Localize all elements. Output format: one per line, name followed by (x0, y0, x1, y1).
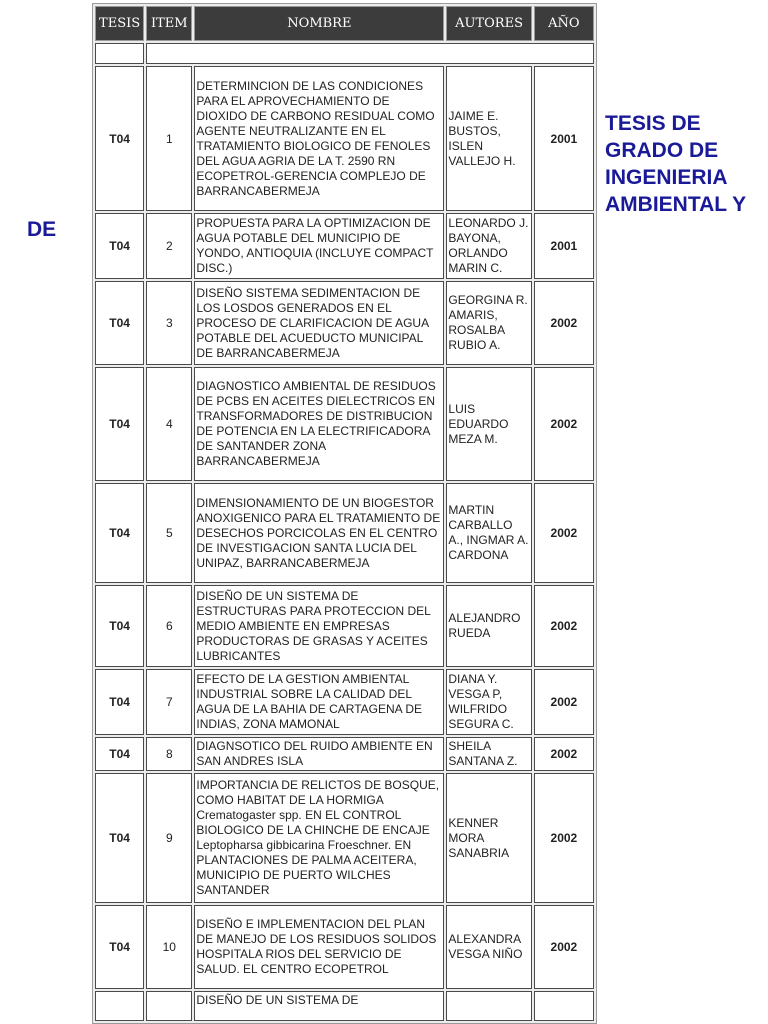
header-tesis: TESIS (95, 6, 144, 41)
autores-cell: LEONARDO J. BAYONA, ORLANDO MARIN C. (446, 213, 531, 279)
anio-cell: 2002 (534, 585, 594, 667)
nombre-cell: DISEÑO SISTEMA SEDIMENTACION DE LOS LOSDOS GENERADOS EN EL PROCESO DE CLARIFICACION DE AGUA POTABLE DEL ACUEDUCTO MUNICIPAL DE BARRANCABERMEJA (194, 281, 444, 365)
autores-cell: KENNER MORA SANABRIA (446, 773, 531, 903)
tesis-cell: T04 (95, 281, 144, 365)
anio-cell: 2001 (534, 66, 594, 211)
table-row (95, 213, 594, 279)
item-cell: 10 (146, 905, 192, 989)
autores-cell: ALEXANDRA VESGA NIÑO (446, 905, 531, 989)
table-body (95, 43, 594, 1021)
anio-cell (534, 991, 594, 1021)
nombre-cell: DIAGNSOTICO DEL RUIDO AMBIENTE EN SAN ANDRES ISLA (194, 737, 444, 771)
anio-cell: 2002 (534, 773, 594, 903)
side-title-line-2: GRADO DE (605, 139, 719, 162)
tesis-cell: T04 (95, 483, 144, 583)
nombre-cell: DISEÑO DE UN SISTEMA DE (194, 991, 444, 1021)
side-title-line-4: AMBIENTAL Y (605, 193, 747, 216)
table-header-row (95, 6, 594, 41)
header-autores: AUTORES (446, 6, 531, 41)
nombre-cell: DISEÑO DE UN SISTEMA DE ESTRUCTURAS PARA PROTECCION DEL MEDIO AMBIENTE EN EMPRESAS PRODUCTORAS DE GRASAS Y ACEITES LUBRICANTES (194, 585, 444, 667)
autores-cell: MARTIN CARBALLO A., INGMAR A. CARDONA (446, 483, 531, 583)
thesis-table (92, 3, 597, 1024)
spacer-cell-wide (146, 43, 594, 64)
side-title-line-1: TESIS DE (605, 112, 701, 135)
tesis-cell (95, 991, 144, 1021)
header-anio: AÑO (534, 6, 594, 41)
tesis-cell: T04 (95, 737, 144, 771)
anio-cell: 2002 (534, 905, 594, 989)
table-row (95, 585, 594, 667)
side-title-line-3: INGENIERIA (605, 166, 728, 189)
autores-cell: GEORGINA R. AMARIS, ROSALBA RUBIO A. (446, 281, 531, 365)
item-cell (146, 991, 192, 1021)
spacer-cell (95, 43, 144, 64)
table-row (95, 905, 594, 989)
item-cell: 5 (146, 483, 192, 583)
anio-cell: 2002 (534, 367, 594, 481)
header-item: ITEM (146, 6, 192, 41)
autores-cell: JAIME E. BUSTOS, ISLEN VALLEJO H. (446, 66, 531, 211)
table-row (95, 281, 594, 365)
tesis-cell: T04 (95, 905, 144, 989)
autores-cell: LUIS EDUARDO MEZA M. (446, 367, 531, 481)
autores-cell: ALEJANDRO RUEDA (446, 585, 531, 667)
anio-cell: 2001 (534, 213, 594, 279)
nombre-cell: DIMENSIONAMIENTO DE UN BIOGESTOR ANOXIGENICO PARA EL TRATAMIENTO DE DESECHOS PORCICOLAS EN EL CENTRO DE INVESTIGACION SANTA LUCIA DEL UNIPAZ, BARRANCABERMEJA (194, 483, 444, 583)
tesis-cell: T04 (95, 367, 144, 481)
nombre-cell: DIAGNOSTICO AMBIENTAL DE RESIDUOS DE PCBS EN ACEITES DIELECTRICOS EN TRANSFORMADORES DE DISTRIBUCION DE POTENCIA EN LA ELECTRIFICADORA DE SANTANDER ZONA BARRANCABERMEJA (194, 367, 444, 481)
anio-cell: 2002 (534, 483, 594, 583)
table-row (95, 66, 594, 211)
item-cell: 7 (146, 669, 192, 735)
table-row (95, 773, 594, 903)
tesis-cell: T04 (95, 213, 144, 279)
table-row (95, 483, 594, 583)
side-left-text: DE (27, 218, 57, 241)
table-row (95, 737, 594, 771)
autores-cell (446, 991, 531, 1021)
tesis-cell: T04 (95, 585, 144, 667)
item-cell: 1 (146, 66, 192, 211)
nombre-cell: DETERMINCION DE LAS CONDICIONES PARA EL APROVECHAMIENTO DE DIOXIDO DE CARBONO RESIDUAL COMO AGENTE NEUTRALIZANTE EN EL TRATAMIENTO BIOLOGICO DE FENOLES DEL AGUA AGRIA DE LA T. 2590 RN ECOPETROL-GERENCIA COMPLEJO DE BARRANCABERMEJA (194, 66, 444, 211)
autores-cell: DIANA Y. VESGA P, WILFRIDO SEGURA C. (446, 669, 531, 735)
table-row (95, 991, 594, 1021)
item-cell: 4 (146, 367, 192, 481)
anio-cell: 2002 (534, 737, 594, 771)
nombre-cell: IMPORTANCIA DE RELICTOS DE BOSQUE, COMO HABITAT DE LA HORMIGA Crematogaster spp. EN EL CONTROL BIOLOGICO DE LA CHINCHE DE ENCAJE Leptopharsa gibbicarina Froeschner. EN PLANTACIONES DE PALMA ACEITERA, MUNICIPIO DE PUERTO WILCHES SANTANDER (194, 773, 444, 903)
item-cell: 2 (146, 213, 192, 279)
spacer-row (95, 43, 594, 64)
anio-cell: 2002 (534, 281, 594, 365)
anio-cell: 2002 (534, 669, 594, 735)
item-cell: 9 (146, 773, 192, 903)
header-nombre: NOMBRE (194, 6, 444, 41)
tesis-cell: T04 (95, 773, 144, 903)
item-cell: 3 (146, 281, 192, 365)
item-cell: 6 (146, 585, 192, 667)
side-title (605, 110, 765, 218)
autores-cell: SHEILA SANTANA Z. (446, 737, 531, 771)
tesis-cell: T04 (95, 669, 144, 735)
nombre-cell: PROPUESTA PARA LA OPTIMIZACION DE AGUA POTABLE DEL MUNICIPIO DE YONDO, ANTIOQUIA (INCLUYE COMPACT DISC.) (194, 213, 444, 279)
tesis-cell: T04 (95, 66, 144, 211)
item-cell: 8 (146, 737, 192, 771)
table-row (95, 367, 594, 481)
table-row (95, 669, 594, 735)
nombre-cell: EFECTO DE LA GESTION AMBIENTAL INDUSTRIAL SOBRE LA CALIDAD DEL AGUA DE LA BAHIA DE CARTAGENA DE INDIAS, ZONA MAMONAL (194, 669, 444, 735)
nombre-cell: DISEÑO E IMPLEMENTACION DEL PLAN DE MANEJO DE LOS RESIDUOS SOLIDOS HOSPITALA RIOS DEL SERVICIO DE SALUD. EL CENTRO ECOPETROL (194, 905, 444, 989)
